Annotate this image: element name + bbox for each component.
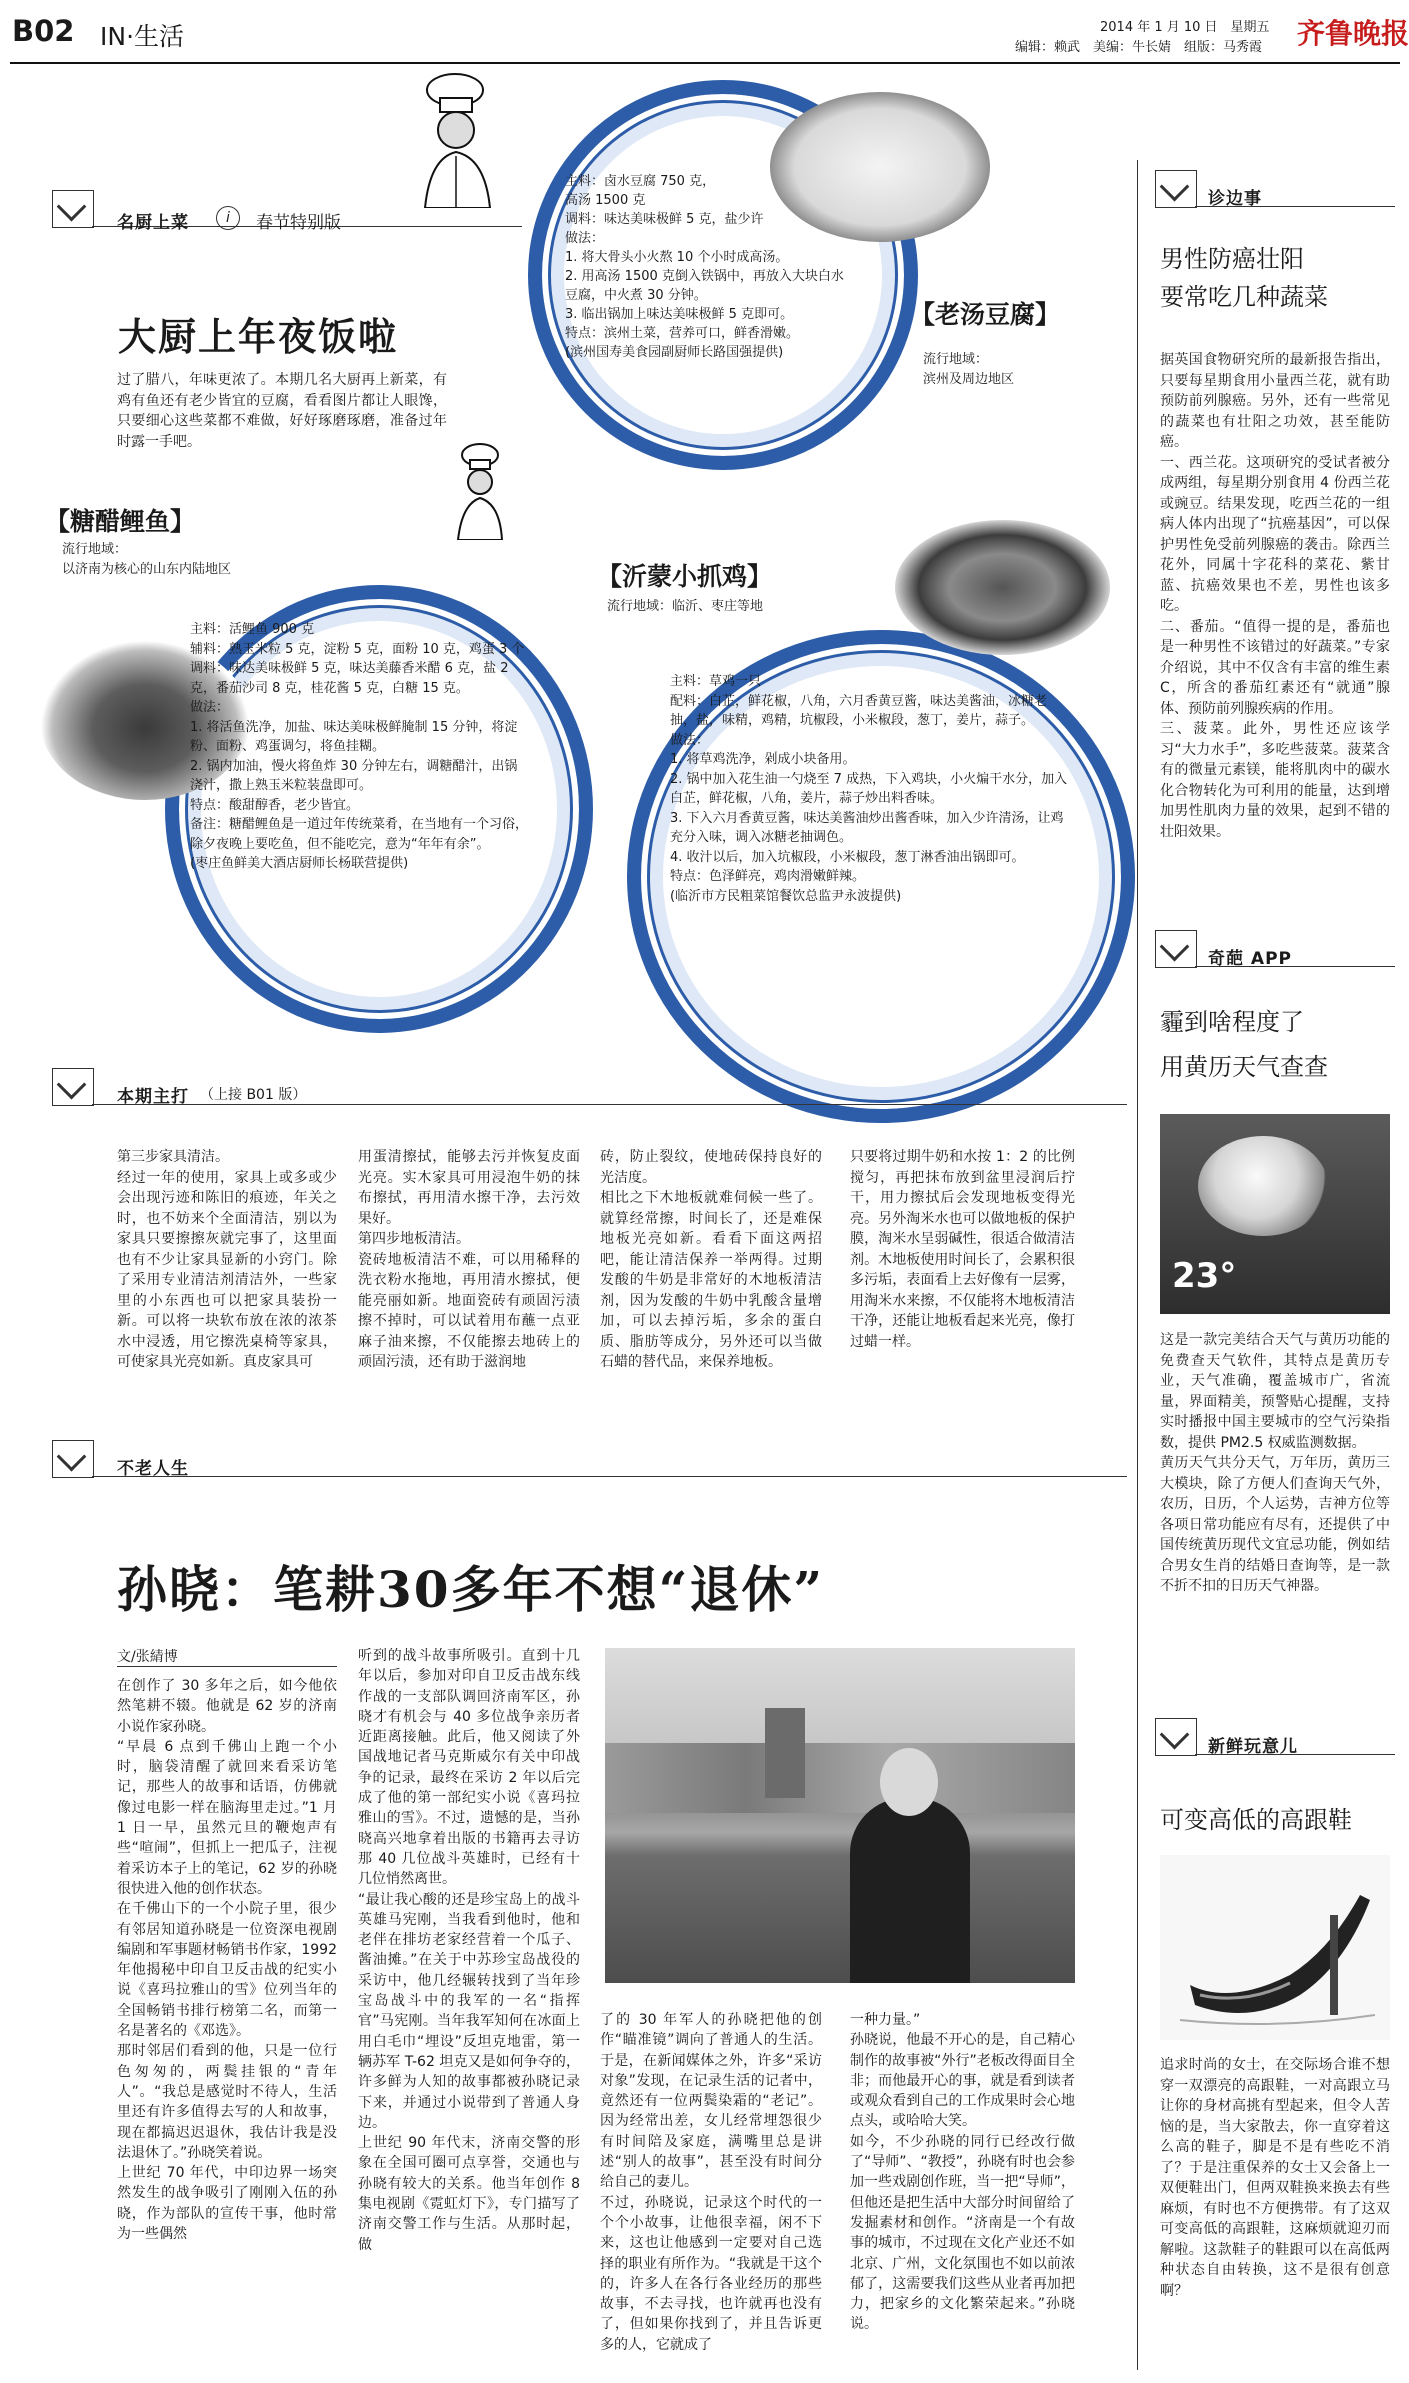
editors-line: 编辑：赖武 美编：牛长婧 组版：马秀霞 xyxy=(1015,40,1263,55)
fish-region: 流行地域： 以济南为核心的山东内陆地区 xyxy=(62,542,232,577)
fun-text: 追求时尚的女士，在交际场合谁不想穿一双漂亮的高跟鞋，一对高跟立马让你的身材高挑有型起来，但令人苦恼的是，当大家散去，你一直穿着这么高的鞋子，脚是不是有些吃不消了？于是注重保养的女士又会备上一双便鞋出门，但两双鞋换来换去有些麻烦，有时也不方便携带。有了这双可变高低的高跟鞋，这麻烦就迎刃而解啦。这款鞋子的鞋跟可以在高低两种状态自由转换，这不是很有创意啊？ xyxy=(1160,2057,1390,2299)
health-tag: 诊边事 xyxy=(1208,189,1262,209)
tofu-region: 流行地域： 滨州及周边地区 xyxy=(923,352,1015,387)
feature-tag: 名厨上菜 xyxy=(117,213,189,233)
section-arrow-icon xyxy=(52,1440,94,1478)
weather-temperature: 23° xyxy=(1172,1256,1237,1296)
cleaning-col-4: 只要将过期牛奶和水按 1：2 的比例搅匀，再把抹布放到盆里浸润后拧干，用力擦拭后会发现地板变得光亮。另外淘米水也可以做地板的保护膜，淘米水呈弱碱性，很适合做清洁剂。木地板使用时间长了，会累积很多污垢，表面看上去好像有一层雾，用淘米水来擦，不仅能将木地板清洁干净，还能让地板看起来光亮，像打过蜡一样。 xyxy=(850,1149,1075,1350)
high-heel-photo xyxy=(1160,1855,1390,2040)
page-number: B02 xyxy=(12,14,75,48)
section-arrow-icon xyxy=(1155,1718,1197,1756)
cleaning-col-3: 砖，防止裂纹，使地砖保持良好的光洁度。 相比之下木地板就难伺候一些了。就算经常擦，时间长了，还是难保地板光亮如新。看看下面这两招吧，能让清洁保养一举两得。过期发酸的牛奶是非常好的木地板清洁剂，因为发酸的牛奶中乳酸含量增加，可以去掉污垢，多余的蛋白质、脂肪等成分，另外还可以当做石蜡的替代品，来保养地板。 xyxy=(600,1149,822,1370)
elder-col-4: 一种力量。” 孙晓说，他最不开心的是，自己精心制作的故事被“外行”老板改得面目全非；而他最开心的事，就是看到读者或观众看到自己的工作成果时会心地点头，或哈哈大笑。 如今，不少孙晓的同行已经改行做了“导师”、“教授”，孙晓有时也会参加一些戏剧创作班，当一把“导师”，但他还是把生活中大部分时间留给了发掘素材和创作。“济南是一个有故事的城市，不过现在文化产业还不如北京、广州，文化氛围也不如以前浓郁了，这需要我们这些从业者再加把力，把家乡的文化繁荣起来。”孙晓说。 xyxy=(850,2012,1076,2333)
chicken-photo xyxy=(895,520,1110,655)
section-name: IN·生活 xyxy=(100,22,185,51)
tofu-photo xyxy=(770,92,990,242)
section-rule xyxy=(92,1104,1127,1105)
header-rule xyxy=(10,62,1400,64)
cleaning-subtag: （上接 B01 版） xyxy=(200,1087,307,1103)
app-text: 这是一款完美结合天气与黄历功能的免费查天气软件，其特点是黄历专业，天气准确，覆盖城市广，省流量，界面精美，预警贴心提醒，支持实时播报中国主要城市的空气污染指数，提供 PM2.5 权威监测数据。 黄历天气共分天气，万年历，黄历三大模块，除了方便人们查询天气外，农历，日历，个人运势，吉神方位等各项日常功能应有尽有，还提供了中国传统黄历现代文宜忌功能，例如结合男女生肖的结婚日查询等，是一款不折不扣的日历天气神器。 xyxy=(1160,1332,1390,1594)
fish-recipe: 主料：活鲤鱼 900 克 辅料：熟玉米粒 5 克，淀粉 5 克，面粉 10 克，鸡蛋 3 个 调料：味达美味极鲜 5 克，味达美藤香米醋 6 克，盐 2 克，番茄沙司 8 克，桂花酱 5 克，白糖 15 克。 做法： 1. 将活鱼洗净，加盐、味达美味极鲜腌制 15 分钟，将淀粉、面粉、鸡蛋调匀，将鱼挂糊。 2. 锅内加油，慢火将鱼炸 30 分钟左右，调糖醋汁，出锅浇汁，撒上熟玉米粒装盘即可。 特点：酸甜醇香，老少皆宜。 备注：糖醋鲤鱼是一道过年传统菜肴，在当地有一个习俗，除夕夜晚上要吃鱼，但不能吃完，意为“年年有余”。 (枣庄鱼鲜美大酒店厨师长杨联营提供) xyxy=(190,622,529,871)
elder-headline: 孙晓：笔耕30多年不想“退休” xyxy=(117,1560,825,1619)
tofu-recipe: 主料：卤水豆腐 750 克， 高汤 1500 克 调料：味达美味极鲜 5 克，盐少许 做法： 1. 将大骨头小火熬 10 个小时成高汤。 2. 用高汤 1500 克倒入铁锅中，再放入大块白水豆腐，中火煮 30 分钟。 3. 临出锅加上味达美味极鲜 5 克即可。 特点：滨州土菜，营养可口，鲜香滑嫩。 (滨州国寿美食园副厨师长路国强提供) xyxy=(565,174,844,360)
section-rule xyxy=(92,1476,1127,1477)
elder-col-3: 了的 30 年军人的孙晓把他的创作“瞄准镜”调向了普通人的生活。于是，在新闻媒体之外，许多“采访对象”发现，在记录生活的记者中，竟然还有一位两鬓染霜的“老记”。因为经常出差，女儿经常埋怨很少有时间陪及家庭，满嘴里总是讲述“别人的故事”，甚至没有时间分给自己的妻儿。 不过，孙晓说，记录这个时代的一个个小故事，让他很幸福，闲不下来，这也让他感到一定要对自己选择的职业有所作为。“我就是干这个的，许多人在各行各业经历的那些故事，不去寻找，也许就再也没有了，但如果你找到了，并且告诉更多的人，它就成了 xyxy=(600,2012,822,2353)
newspaper-logo: 齐鲁晚报 xyxy=(1297,17,1409,50)
fun-headline: 可变高低的高跟鞋 xyxy=(1160,1806,1352,1834)
chicken-region: 流行地域：临沂、枣庄等地 xyxy=(607,599,764,614)
byline-rule xyxy=(117,1666,337,1667)
weather-app-screenshot xyxy=(1160,1114,1390,1314)
app-tag: 奇葩 APP xyxy=(1208,949,1292,969)
chef-illustration-small xyxy=(440,440,520,540)
cleaning-tag: 本期主打 xyxy=(117,1087,189,1107)
section-arrow-icon xyxy=(1155,170,1197,208)
elder-col-2: 听到的战斗故事所吸引。直到十几年以后，参加对印自卫反击战东线作战的一支部队调回济南军区，孙晓才有机会与 40 多位战争亲历者近距离接触。此后，他又阅读了外国战地记者马克斯威尔有关中印战争的记录，最终在采访 2 年以后完成了他的第一部纪实小说《喜玛拉雅山的雪》。不过，遗憾的是，当孙晓高兴地拿着出版的书籍再去寻访那 40 几位战斗英雄时，已经有十几位悄然离世。 “最让我心酸的还是珍宝岛上的战斗英雄马宪刚，当我看到他时，他和老伴在排坊老家经营着一个瓜子、酱油摊。”在关于中苏珍宝岛战役的采访中，他几经辗转找到了当年珍宝岛战斗中的我军的一名“指挥官”马宪刚。当年我军知何在冰面上用白毛巾“埋设”反坦克地雷，第一辆苏军 T-62 坦克又是如何争夺的，许多鲜为人知的故事都被孙晓记录下来，并通过小说带到了普通人身边。 上世纪 90 年代末，济南交警的形象在全国可圈可点享誉，交通也与孙晓有较大的关系。他当年创作 8 集电视剧《霓虹灯下》，专门描写了济南交警工作与生活。从那时起，做 xyxy=(358,1648,580,2253)
portrait-photo xyxy=(605,1648,1075,1983)
fun-tag: 新鲜玩意儿 xyxy=(1208,1737,1298,1757)
tofu-title: 【老汤豆腐】 xyxy=(910,300,1061,329)
section-arrow-icon xyxy=(1155,930,1197,968)
feature-subtag: 春节特别版 xyxy=(256,213,341,233)
feature-intro: 过了腊八，年味更浓了。本期几名大厨再上新菜，有鸡有鱼还有老少皆宜的豆腐，看看图片都让人眼馋，只要细心这些菜都不难做，好好琢磨琢磨，准备过年时露一手吧。 xyxy=(117,372,447,450)
section-arrow-icon xyxy=(52,190,94,228)
app-headline: 霾到啥程度了 用黄历天气查查 xyxy=(1160,1008,1328,1081)
health-text: 据英国食物研究所的最新报告指出，只要每星期食用小量西兰花，就有助预防前列腺癌。另外，还有一些常见的蔬菜也有壮阳之功效，甚至能防癌。 一、西兰花。这项研究的受试者被分成两组，每星期分别食用 4 份西兰花或豌豆。结果发现，吃西兰花的一组病人体内出现了“抗癌基因”，可以保护男性免受前列腺癌的袭击。除西兰花外，同属十字花科的菜花、紫甘蓝、抗癌效果也不差，男性也该多吃。 二、番茄。“值得一提的是，番茄也是一种男性不该错过的好蔬菜。”专家介绍说，其中不仅含有丰富的维生素C，所含的番茄红素还有“就通”腺体、预防前列腺疾病的作用。 三、菠菜。此外，男性还应该学习“大力水手”，多吃些菠菜。菠菜含有的微量元素镁，能将肌肉中的碳水化合物转化为可利用的能量，达到增加男性肌肉力量的效果，起到不错的壮阳效果。 xyxy=(1160,352,1390,840)
section-arrow-icon xyxy=(52,1068,94,1106)
health-headline: 男性防癌壮阳 要常吃几种蔬菜 xyxy=(1160,245,1328,311)
column-divider xyxy=(1137,160,1138,2370)
chicken-recipe: 主料：草鸡一只 配料：白芷，鲜花椒，八角，六月香黄豆酱，味达美酱油，冰糖老抽，盐，味精，鸡精，坑椒段，小米椒段，葱丁，姜片，蒜子。 做法： 1. 将草鸡洗净，剁成小块备用。 2. 锅中加入花生油一勺烧至 7 成热，下入鸡块，小火煸干水分，加入白芷，鲜花椒，八角，姜片，蒜子炒出料香味。 3. 下入六月香黄豆酱，味达美酱油炒出酱香味，加入少许清汤，让鸡充分入味，调入冰糖老抽调色。 4. 收汁以后，加入坑椒段，小米椒段，葱丁淋香油出锅即可。 特点：色泽鲜亮，鸡肉滑嫩鲜辣。 (临沂市方民粗菜馆餐饮总监尹永波提供) xyxy=(670,674,1068,904)
cloud-icon xyxy=(1198,1136,1328,1236)
fish-title: 【糖醋鲤鱼】 xyxy=(45,507,196,536)
info-icon: i xyxy=(216,206,240,230)
feature-headline: 大厨上年夜饭啦 xyxy=(118,314,399,359)
cleaning-col-2: 用蛋清擦拭，能够去污并恢复皮面光亮。实木家具可用浸泡牛奶的抹布擦拭，再用清水擦干净，去污效果好。 第四步地板清洁。 瓷砖地板清洁不难，可以用稀释的洗衣粉水拖地，再用清水擦拭，便能亮丽如新。地面瓷砖有顽固污渍擦不掉时，可以试着用布蘸一点亚麻子油来擦，不仅能擦去地砖上的顽固污渍，还有助于滋润地 xyxy=(358,1149,580,1370)
elder-byline: 文/张綪博 xyxy=(117,1649,178,1665)
elder-tag: 不老人生 xyxy=(117,1459,189,1479)
cleaning-col-1: 第三步家具清洁。 经过一年的使用，家具上或多或少会出现污迹和陈旧的痕迹，年关之时，也不妨来个全面清洁，别以为家具只要擦擦灰就完事了，这里面也有不少让家具显新的小窍门。除了采用专业清洁剂清洁外，一些家里的小东西也可以把家具装扮一新。可以将一块软布放在浓的浓茶水中浸透，用它擦洗桌椅等家具，可使家具光亮如新。真皮家具可 xyxy=(117,1149,337,1370)
issue-date: 2014 年 1 月 10 日 星期五 xyxy=(1100,20,1270,35)
chicken-title: 【沂蒙小抓鸡】 xyxy=(597,562,773,591)
elder-col-1: 在创作了 30 多年之后，如今他依然笔耕不辍。他就是 62 岁的济南小说作家孙晓。 “早晨 6 点到千佛山上跑一个小时，脑袋清醒了就回来看采访笔记，那些人的故事和话语，仿佛就像过电影一样在脑海里走过。”1 月 1 日一早，虽然元旦的鞭炮声有些“喧闹”，但抓上一把瓜子，注视着采访本子上的笔记，62 岁的孙晓很快进入他的创作状态。 在千佛山下的一个小院子里，很少有邻居知道孙晓是一位资深电视剧编剧和军事题材畅销书作家，1992 年他揭秘中印自卫反击战的纪实小说《喜玛拉雅山的雪》位列当年的全国畅销书排行榜第二名，而第一名是著名的《邓选》。 那时邻居们看到的他，只是一位行色匆匆的，两鬓挂银的“青年人”。“我总是感觉时不待人，生活里还有许多值得去写的人和故事，现在都搞迟迟退休，我估计我是没法退休了。”孙晓笑着说。 上世纪 70 年代，中印边界一场突然发生的战争吸引了刚刚入伍的孙晓，作为部队的宣传干事，他时常为一些偶然 xyxy=(117,1678,337,2243)
